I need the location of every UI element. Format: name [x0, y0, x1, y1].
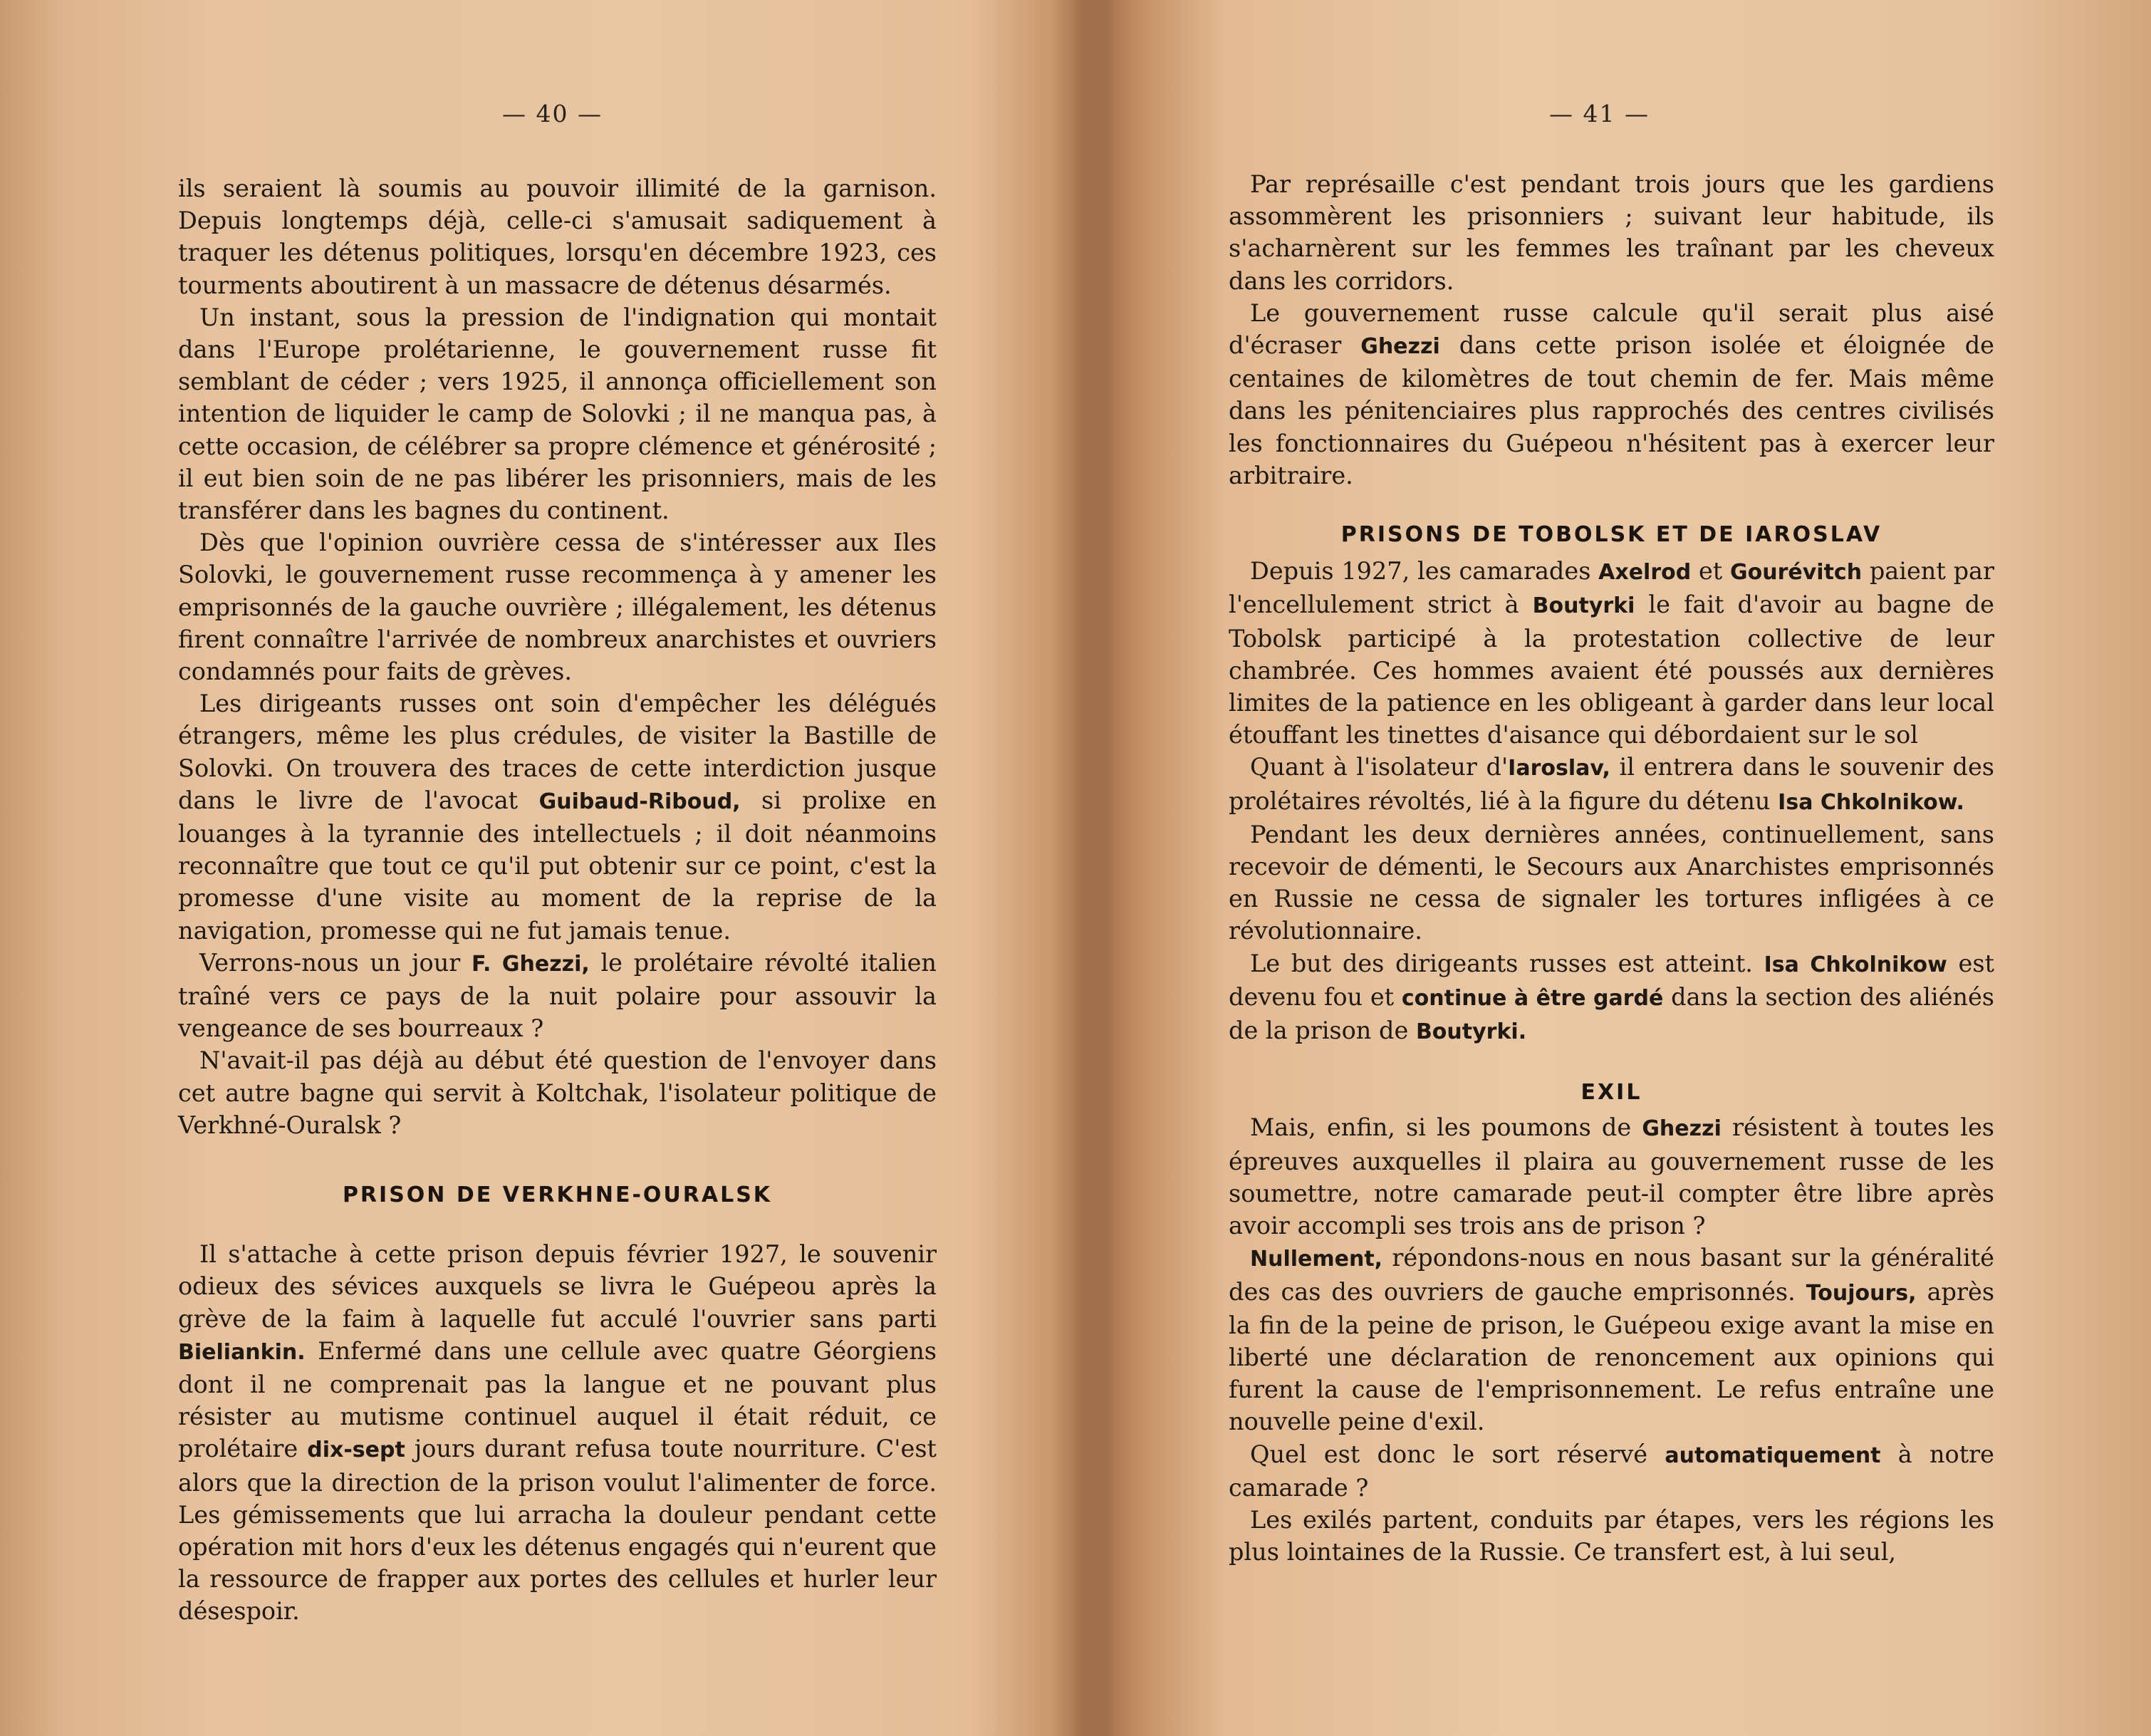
paragraph — [1229, 751, 1994, 818]
bold-text: continue à être gardé — [1401, 985, 1664, 1011]
bold-name: Boutyrki — [1532, 593, 1635, 619]
section-heading: PRISON DE VERKHNE-OURALSK — [342, 1183, 773, 1207]
paragraph — [1229, 1111, 1994, 1242]
text-run: Les dirigeants russes ont soin d'empêcher les délégués étrangers, même les plus crédules, de visiter la Bastille de Solovki. On trouvera des traces de cette interdiction jusque dans le livre de l'avocat — [178, 690, 937, 814]
paragraph: Par représaille c'est pendant trois jours que les gardiens assommèrent les prisonniers ; suivant leur habitude, ils s'acharnèrent sur les femmes les traînant par les cheveux dans les corridors. — [1229, 170, 1994, 295]
bold-name: Guibaud-Riboud, — [538, 789, 741, 814]
text-run: Il s'attache à cette prison depuis février 1927, le souvenir odieux des sévices auxquels se livra le Guépeou après la grève de la faim à laquelle fut acculé l'ouvrier sans parti — [178, 1240, 937, 1333]
bold-text: Nullement, — [1250, 1247, 1383, 1272]
bold-name: F. Ghezzi, — [471, 951, 590, 977]
bold-text: Toujours, — [1806, 1280, 1917, 1306]
left-text-bottom — [178, 1179, 937, 1628]
text-run: Mais, enfin, si les poumons de — [1250, 1113, 1632, 1142]
text-run: Verrons-nous un jour — [199, 948, 461, 977]
paragraph: Pendant les deux dernières années, continuellement, sans recevoir de démenti, le Secours aux Anarchistes emprisonnés en Russie ne cessa de signaler les tortures infligées à ce révolutionnaire. — [1229, 820, 1994, 945]
paragraph: Dès que l'opinion ouvrière cessa de s'intéresser aux Iles Solovki, le gouvernement russe recommença à y amener les emprisonnés de la gauche ouvrière ; illégalement, les détenus firent connaître l'arrivée de nombreux anarchistes et ouvriers condamnés pour faits de grèves. — [178, 529, 937, 686]
bold-name: Isa Chkolnikow — [1764, 952, 1947, 977]
paragraph — [178, 687, 937, 947]
bold-name: Ghezzi — [1360, 334, 1440, 360]
text-run: Quant à l'isolateur d' — [1250, 753, 1509, 781]
left-page — [0, 0, 1068, 1736]
paragraph — [1229, 297, 1994, 492]
paragraph: N'avait-il pas déjà au début été question de l'envoyer dans cet autre bagne qui servit à Koltchak, l'isolateur politique de Verkhné-Ouralsk ? — [178, 1046, 937, 1139]
text-run: paient par l'encellulement strict à — [1229, 557, 1994, 619]
paragraph — [1229, 1438, 1994, 1504]
text-run: jours durant refusa toute nourriture. C'est alors que la direction de la prison voulut l'alimenter de force. Les gémissements que lui arracha la douleur pendant cette opération mit hors d'eux les détenus engagés qui n'eurent que la ressource de frapper aux portes des cellules et hurler leur désespoir. — [178, 1435, 937, 1626]
text-run: Quel est donc le sort réservé — [1250, 1440, 1648, 1468]
section-heading: PRISONS DE TOBOLSK ET DE IAROSLAV — [1340, 522, 1882, 548]
paragraph — [1229, 1242, 1994, 1438]
paragraph — [178, 947, 937, 1045]
bold-name: Isa Chkolnikow. — [1778, 789, 1964, 815]
bold-text: dix-sept — [307, 1438, 405, 1463]
text-run: après la fin de la peine de prison, le Guépeou exige avant la mise en liberté une déclaration de renoncement aux opinions qui furent la cause de l'emprisonnement. Le refus entraîne une nouvelle peine d'exil. — [1229, 1277, 1995, 1436]
text-run: est devenu fou et — [1229, 949, 1995, 1011]
section-heading: EXIL — [1580, 1080, 1642, 1106]
left-text-top — [178, 172, 937, 1141]
text-run: le fait d'avoir au bagne de Tobolsk participé à la protestation collective de leur chambrée. Ces hommes avaient été poussés aux dernières limites de la patience en les obligeant à garder dans leur local étouffant les tinettes d'aisance qui débordaient sur le sol — [1229, 591, 1994, 749]
text-run: à notre camarade ? — [1229, 1440, 1995, 1502]
right-page — [1111, 0, 2151, 1736]
bold-name: Boutyrki. — [1415, 1019, 1527, 1045]
paragraph — [1229, 947, 1994, 1049]
page-number: — 40 — — [502, 100, 603, 128]
paragraph — [178, 1238, 937, 1627]
bold-name: Gourévitch — [1730, 560, 1863, 586]
paragraph: ils seraient là soumis au pouvoir illimité de la garnison. Depuis longtemps déjà, celle-ci s'amusait sadiquement à traquer les détenus politiques, lorsqu'en décembre 1923, ces tourments aboutirent à un massacre de détenus désarmés. — [178, 175, 937, 299]
text-run: résistent à toutes les épreuves auxquelles il plaira au gouvernement russe de les soumettre, notre camarade peut-il compter être libre après avoir accompli ses trois ans de prison ? — [1229, 1113, 1994, 1240]
text-run: il entrera dans le souvenir des prolétaires révoltés, lié à la figure du détenu — [1229, 753, 1994, 815]
page-number: — 41 — — [1549, 100, 1650, 128]
text-run: dans cette prison isolée et éloignée de centaines de kilomètres de tout chemin de fer. Mais même dans les pénitenciaires plus rapprochés des centres civilisés les fonctionnaires du Guépeou n'hésitent pas à exercer leur arbitraire. — [1229, 331, 1994, 489]
text-run: Le gouvernement russe calcule qu'il serait plus aisé d'écraser — [1229, 298, 1994, 360]
text-run: et — [1698, 557, 1723, 586]
text-run: répondons-nous en nous basant sur la généralité des cas des ouvriers de gauche emprisonnés. — [1229, 1244, 1994, 1306]
text-run: dans la section des aliénés de la prison de — [1229, 982, 1994, 1045]
paragraph: Les exilés partent, conduits par étapes, vers les régions les plus lointaines de la Russie. Ce transfert est, à lui seul, — [1229, 1505, 1994, 1566]
right-text-top — [1229, 168, 1994, 1568]
bold-name: Iaroslav, — [1508, 756, 1610, 781]
text-run: Depuis 1927, les camarades — [1250, 557, 1591, 586]
bold-text: automatiquement — [1665, 1443, 1881, 1468]
bold-name: Ghezzi — [1642, 1116, 1722, 1142]
bold-name: Bieliankin. — [178, 1339, 306, 1365]
text-run: si prolixe en louanges à la tyrannie des intellectuels ; il doit néanmoins reconnaître que tout ce qu'il put obtenir sur ce point, c'est la promesse d'une visite au moment de la reprise de la navigation, promesse qui ne fut jamais tenue. — [178, 786, 937, 945]
text-run: Enfermé dans une cellule avec quatre Géorgiens dont il ne comprenait pas la langue et ne pouvant plus résister au mutisme continuel auquel il était réduit, ce prolétaire — [178, 1336, 937, 1463]
text-run: Le but des dirigeants russes est atteint. — [1250, 949, 1753, 977]
paragraph: Un instant, sous la pression de l'indignation qui montait dans l'Europe prolétarienne, le gouvernement russe fit semblant de céder ; vers 1925, il annonça officiellement son intention de liquider le camp de Solovki ; il ne manqua pas, à cette occasion, de célébrer sa propre clémence et générosité ; il eut bien soin de ne pas libérer les prisonniers, mais de les transférer dans les bagnes du continent. — [178, 303, 937, 525]
text-run: le prolétaire révolté italien traîné vers ce pays de la nuit polaire pour assouvir la vengeance de ses bourreaux ? — [178, 948, 937, 1043]
paragraph — [1229, 555, 1994, 751]
bold-name: Axelrod — [1598, 560, 1692, 586]
